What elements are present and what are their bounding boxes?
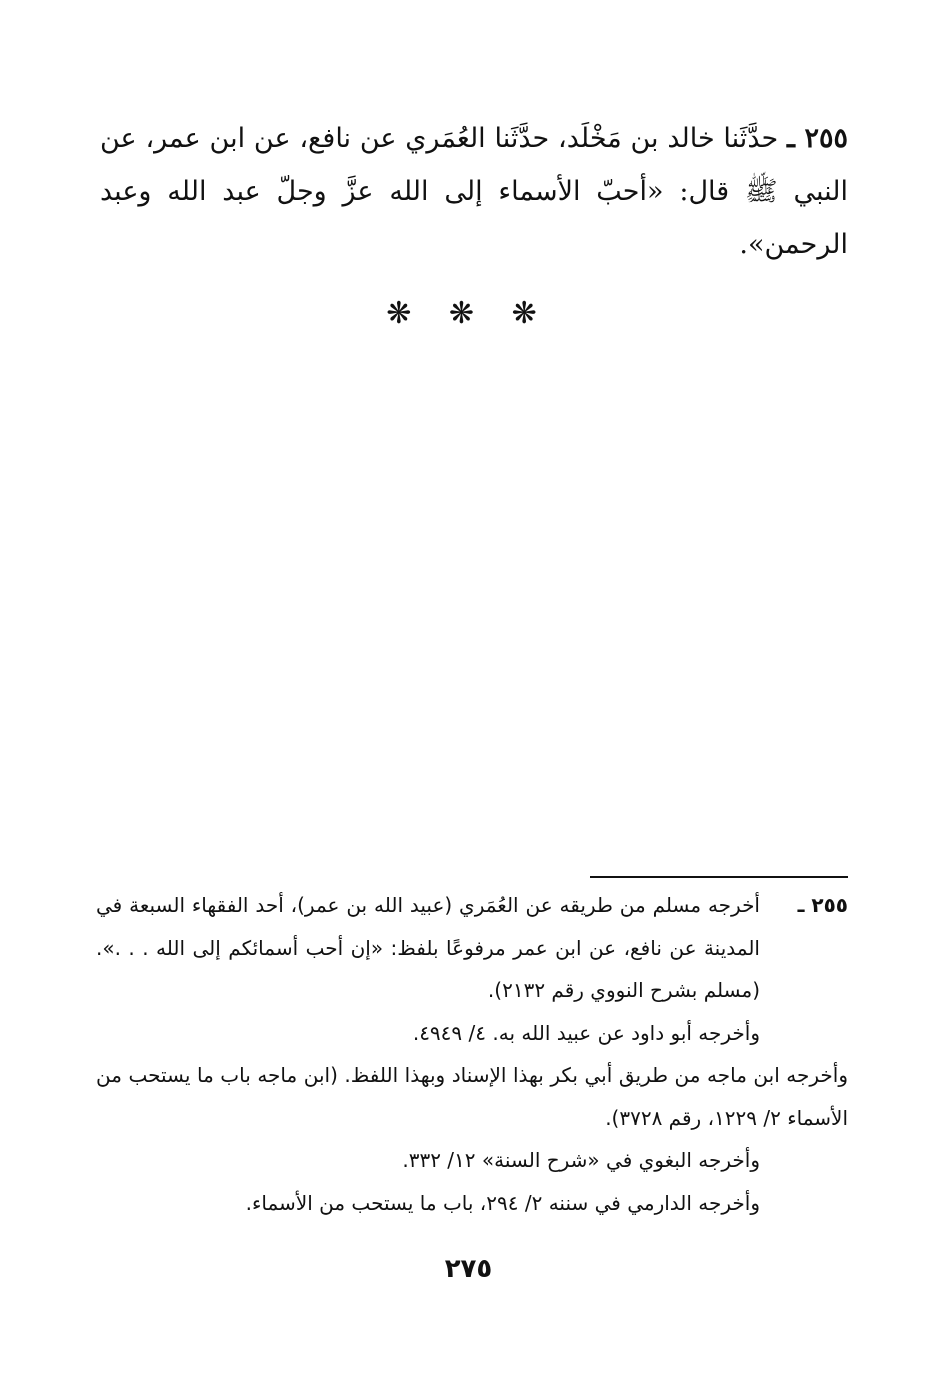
page-number: ٢٧٥ bbox=[444, 1254, 493, 1284]
hadith-body: حدَّثَنا خالد بن مَخْلَد، حدَّثَنا العُمَري عن نافع، عن ابن عمر، عن النبي ﷺ قال: «أحبّ الأسماء إلى الله عزَّ وجلّ عبد الله وعبد الرحمن». bbox=[100, 123, 848, 260]
footnote-text: وأخرجه ابن ماجه من طريق أبي بكر بهذا الإسناد وبهذا اللفظ. (ابن ماجه باب ما يستحب من الأسماء ٢/ ١٢٢٩، رقم ٣٧٢٨). bbox=[96, 1063, 848, 1130]
footnote-text: أخرجه مسلم من طريقه عن العُمَري (عبيد الله بن عمر)، أحد الفقهاء السبعة في المدينة عن نافع، عن ابن عمر مرفوعًا بلفظ: «إن أحب أسمائكم إلى الله . . .». (مسلم بشرح النووي رقم ٢١٣٢). bbox=[96, 893, 760, 1002]
footnote-entry bbox=[96, 884, 848, 1012]
hadith-number: ٢٥٥ ـ bbox=[786, 123, 848, 154]
hadith-text-block bbox=[100, 112, 848, 271]
footnote-text: وأخرجه أبو داود عن عبيد الله به. ٤/ ٤٩٤٩. bbox=[412, 1020, 760, 1045]
footnote-number: ٢٥٥ ـ bbox=[797, 893, 848, 917]
footnote-text: وأخرجه الدارمي في سننه ٢/ ٢٩٤، باب ما يستحب من الأسماء. bbox=[245, 1190, 760, 1215]
footnote-text: وأخرجه البغوي في «شرح السنة» ١٢/ ٣٣٢. bbox=[402, 1148, 760, 1172]
footnote-divider bbox=[590, 876, 848, 878]
section-separator: ❋ ❋ ❋ bbox=[386, 296, 551, 331]
footnotes-block bbox=[96, 884, 848, 1224]
